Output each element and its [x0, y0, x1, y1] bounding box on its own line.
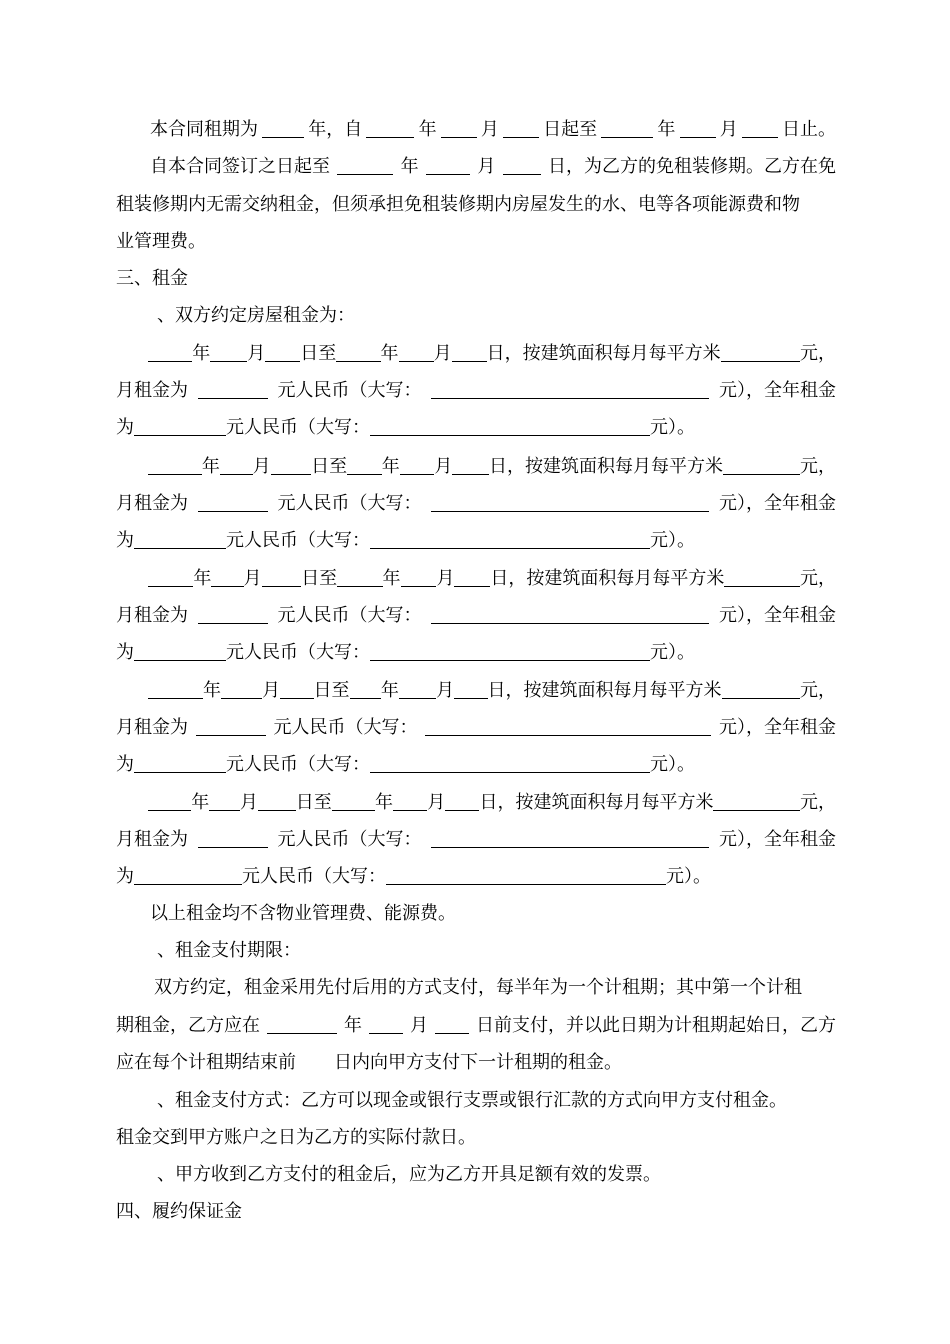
blank-field [148, 678, 203, 699]
invoice-clause: 、甲方收到乙方支付的租金后，应为乙方开具足额有效的发票。 [157, 1164, 661, 1185]
blank-field [220, 454, 253, 475]
text: 月 [477, 156, 496, 177]
blank-field [280, 678, 313, 699]
text: 元）。 [650, 530, 695, 551]
blank-field [148, 341, 192, 362]
text: 日，按建筑面积每月每平方米 [486, 343, 721, 364]
rent-period-dates-line [148, 790, 836, 816]
text: 年 [192, 343, 211, 364]
text: 日至 [295, 792, 332, 813]
text: 年 [380, 343, 399, 364]
text: 双方约定，租金采用先付后用的方式支付，每半年为一个计租期；其中第一个计租 [154, 977, 802, 998]
blank-field [262, 566, 302, 587]
rent-period-annual-line [116, 415, 836, 441]
text: 元）。 [650, 417, 695, 438]
blank-field [724, 566, 800, 587]
text: 日前支付，并以此日期为计租期起始日，乙方 [476, 1015, 836, 1036]
text: 月 [247, 343, 266, 364]
text: 自本合同签订之日起至 [150, 156, 330, 177]
text: 元），全年租金 [719, 380, 836, 401]
payment-method-line-2: 租金交到甲方账户之日为乙方的实际付款日。 [116, 1127, 476, 1148]
blank-field [503, 154, 541, 175]
blank-field [426, 154, 470, 175]
rent-period-dates-line [148, 566, 836, 592]
text: 元），全年租金 [719, 493, 836, 514]
text: 日至 [313, 680, 350, 701]
text: 元人民币（大写： [277, 605, 422, 626]
blank-field [370, 752, 650, 773]
blank-field [721, 341, 800, 362]
blank-field [265, 341, 300, 362]
blank-field [742, 117, 778, 138]
blank-field [271, 454, 311, 475]
text: 月租金为 [116, 717, 188, 738]
blank-field [441, 117, 477, 138]
text: 元人民币（大写： [277, 829, 422, 850]
blank-field [134, 415, 226, 436]
text: 元人民币（大写： [242, 866, 386, 887]
blank-field [680, 117, 716, 138]
blank-field [400, 454, 435, 475]
text: 日止。 [781, 119, 836, 140]
blank-field [134, 528, 226, 549]
text: 年 [400, 156, 419, 177]
text: 月 [719, 119, 738, 140]
rent-period-annual-line [116, 864, 836, 890]
text: 元），全年租金 [719, 717, 836, 738]
text: 月租金为 [116, 829, 188, 850]
rent-agreed-heading: 、双方约定房屋租金为： [157, 305, 355, 326]
blank-field [148, 454, 202, 475]
lease-term-line [150, 117, 836, 143]
text: 月租金为 [116, 605, 188, 626]
text: 日内向甲方支付下一计租期的租金。 [334, 1052, 622, 1073]
blank-field [134, 752, 226, 773]
text: 元人民币（大写： [226, 642, 370, 663]
text: 年 [380, 680, 399, 701]
blank-field [431, 491, 709, 512]
text: 月 [436, 680, 455, 701]
text: 月租金为 [116, 380, 188, 401]
text: 元， [800, 792, 836, 813]
rent-period-dates-line [148, 341, 836, 367]
blank-field [148, 790, 191, 811]
blank-field [601, 117, 653, 138]
text: 元， [800, 680, 837, 701]
blank-field [221, 678, 262, 699]
blank-field [347, 454, 382, 475]
rent-period-monthly-line [116, 603, 836, 629]
blank-field [258, 790, 296, 811]
text: 日，按建筑面积每月每平方米 [488, 456, 723, 477]
blank-field [209, 790, 240, 811]
blank-field [332, 790, 375, 811]
text: 日，按建筑面积每月每平方米 [487, 680, 722, 701]
text: 日，按建筑面积每月每平方米 [479, 792, 714, 813]
text: 月 [243, 568, 262, 589]
text: 元人民币（大写： [277, 380, 422, 401]
text: 月租金为 [116, 493, 188, 514]
blank-field [445, 790, 479, 811]
text: 年，自 [308, 119, 363, 140]
blank-field [369, 1013, 403, 1034]
blank-field [198, 603, 268, 624]
text: 年 [201, 456, 220, 477]
text: 月 [434, 456, 453, 477]
blank-field [393, 790, 427, 811]
free-period-line-3: 业管理费。 [116, 231, 206, 252]
blank-field [134, 864, 242, 885]
text: 日至 [311, 456, 348, 477]
text: 月 [239, 792, 258, 813]
rent-period-annual-line [116, 752, 836, 778]
rent-period-annual-line [116, 528, 836, 554]
rent-period-dates-line [148, 454, 836, 480]
text: 日至 [300, 343, 337, 364]
blank-field [211, 566, 243, 587]
rent-period-dates-line [148, 678, 836, 704]
payment-method-line-1: 、租金支付方式：乙方可以现金或银行支票或银行汇款的方式向甲方支付租金。 [157, 1090, 787, 1111]
text: 为 [116, 642, 134, 663]
text: 元人民币（大写： [273, 717, 418, 738]
blank-field [210, 341, 247, 362]
text: 应在每个计租期结束前 [116, 1052, 296, 1073]
section-3-heading: 三、租金 [116, 268, 188, 289]
text: 元， [800, 343, 836, 364]
blank-field [350, 678, 381, 699]
text: 本合同租期为 [150, 119, 258, 140]
text: 月 [480, 119, 499, 140]
text: 月 [262, 680, 281, 701]
blank-field [399, 341, 434, 362]
text: 为 [116, 866, 134, 887]
blank-field [454, 566, 490, 587]
blank-field [713, 790, 800, 811]
blank-field [370, 640, 650, 661]
blank-field [431, 603, 709, 624]
text: 月 [410, 1015, 428, 1036]
text: 月 [252, 456, 271, 477]
rent-period-annual-line [116, 640, 836, 666]
rent-period-monthly-line [116, 491, 836, 517]
payment-term-line-1 [154, 975, 836, 1001]
text: 月 [433, 343, 452, 364]
blank-field [452, 341, 487, 362]
rent-period-monthly-line [116, 715, 836, 741]
rent-note: 以上租金均不含物业管理费、能源费。 [150, 903, 456, 924]
blank-field [452, 454, 489, 475]
text: 日，为乙方的免租装修期。乙方在免 [547, 156, 836, 177]
text: 元）。 [650, 754, 695, 775]
text: 元）。 [666, 866, 711, 887]
blank-field [262, 117, 304, 138]
blank-field [386, 864, 666, 885]
blank-field [435, 1013, 469, 1034]
blank-field [401, 566, 437, 587]
text: 元人民币（大写： [277, 493, 422, 514]
blank-field [267, 1013, 337, 1034]
blank-field [337, 154, 393, 175]
payment-term-line-3 [116, 1050, 836, 1076]
blank-field [198, 378, 268, 399]
blank-field [723, 454, 800, 475]
text: 元人民币（大写： [226, 417, 370, 438]
blank-field [370, 528, 650, 549]
text: 年 [657, 119, 676, 140]
text: 年 [191, 792, 210, 813]
blank-field [134, 640, 226, 661]
text: 元人民币（大写： [226, 530, 370, 551]
text: 年 [381, 456, 400, 477]
payment-term-heading: 、租金支付期限： [157, 940, 301, 961]
blank-field [198, 827, 268, 848]
text: 年 [382, 568, 401, 589]
payment-term-line-2 [116, 1013, 836, 1039]
text: 元），全年租金 [719, 829, 836, 850]
blank-field [399, 678, 436, 699]
text: 年 [418, 119, 437, 140]
text: 年 [374, 792, 393, 813]
free-period-line-2: 租装修期内无需交纳租金，但须承担免租装修期内房屋发生的水、电等各项能源费和物 [116, 194, 800, 215]
blank-field [431, 378, 709, 399]
blank-field [337, 566, 382, 587]
text: 年 [193, 568, 212, 589]
blank-field [198, 491, 268, 512]
blank-field [454, 678, 487, 699]
text: 日，按建筑面积每月每平方米 [490, 568, 725, 589]
text: 月 [436, 568, 455, 589]
rent-period-monthly-line [116, 827, 836, 853]
text: 日起至 [543, 119, 598, 140]
text: 元， [800, 568, 836, 589]
text: 为 [116, 417, 134, 438]
section-4-heading: 四、履约保证金 [116, 1201, 242, 1222]
text: 年 [344, 1015, 362, 1036]
text: 元），全年租金 [719, 605, 836, 626]
blank-field [148, 566, 193, 587]
blank-field [431, 827, 709, 848]
text: 期租金，乙方应在 [116, 1015, 260, 1036]
blank-field [370, 415, 650, 436]
blank-field [196, 715, 266, 736]
text: 元， [799, 456, 836, 477]
text: 日至 [301, 568, 338, 589]
rent-period-monthly-line [116, 378, 836, 404]
blank-field [425, 715, 711, 736]
blank-field [503, 117, 539, 138]
text: 为 [116, 530, 134, 551]
text: 元人民币（大写： [226, 754, 370, 775]
text: 元）。 [650, 642, 695, 663]
blank-field [336, 341, 380, 362]
text: 为 [116, 754, 134, 775]
text: 月 [427, 792, 446, 813]
blank-field [366, 117, 414, 138]
free-period-line-1 [150, 154, 836, 180]
text: 年 [202, 680, 221, 701]
blank-field [722, 678, 800, 699]
